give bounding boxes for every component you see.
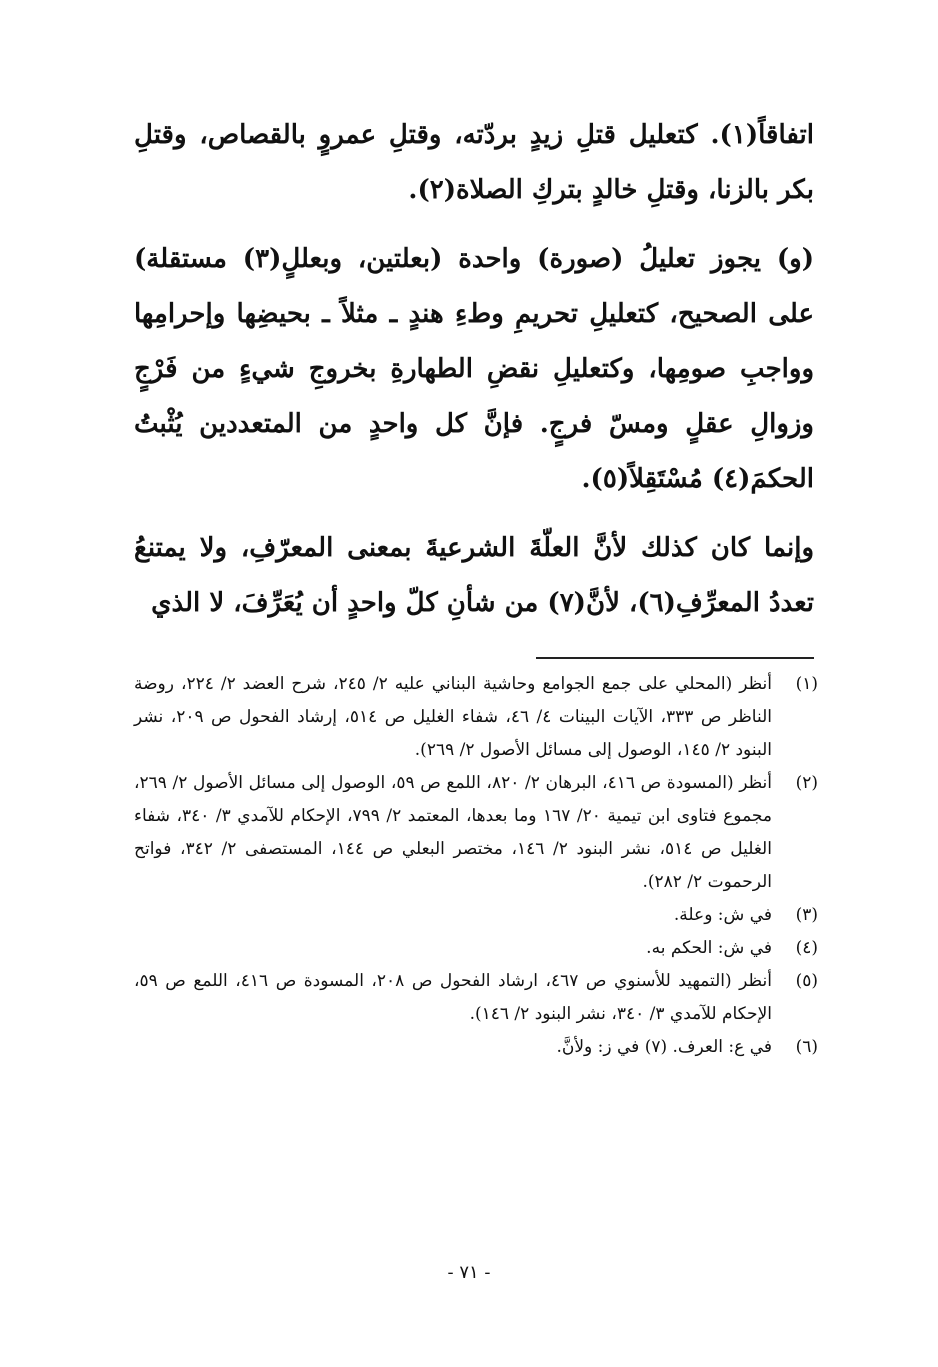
footnote-number: (٢) [795, 773, 818, 793]
footnote-number: (٥) [795, 971, 818, 991]
footnote-text: في ع: العرف. (٧) في ز: ولأنَّ. [556, 1037, 772, 1057]
footnote [134, 668, 818, 767]
paragraph: (و) يجوز تعليلُ (صورة) واحدة (بعلتين، وبعللٍ(٣) مستقلة) على الصحيح، كتعليلِ تحريمِ وطءِ هندٍ ـ مثلاً ـ بحيضِها وإحرامِها وواجبِ صومِها، وكتعليلِ نقضِ الطهارةِ بخروجِ شيءٍ من فَرْجٍ وزوالِ عقلٍ ومسّ فرجٍ. فإنَّ كل واحدٍ من المتعددين يُثْبتُ الحكمَ(٤) مُسْتَقِلاً(٥). [134, 244, 814, 494]
footnote-number: (٣) [795, 905, 818, 925]
footnote-text: أنظر (المسودة ص ٤١٦، البرهان ٢/ ٨٢٠، اللمع ص ٥٩، الوصول إلى مسائل الأصول ٢/ ٢٦٩، مجموع فتاوى ابن تيمية ٢٠/ ١٦٧ وما بعدها، المعتمد ٢/ ٧٩٩، الإحكام للآمدي ٣/ ٣٤٠، شفاء الغليل ص ٥١٤، نشر البنود ٢/ ١٤٦، مختصر البعلي ص ١٤٤، المستصفى ٢/ ٣٤٢، فواتح الرحموت ٢/ ٢٨٢). [134, 773, 772, 892]
footnote [134, 767, 818, 899]
main-text [134, 108, 814, 631]
footnotes [134, 668, 818, 1064]
paragraph: اتفاقاً(١). كتعليل قتلِ زيدٍ بردّته، وقتلِ عمروٍ بالقصاص، وقتلِ بكر بالزنا، وقتلِ خالدٍ بتركِ الصلاة(٢). [134, 120, 814, 205]
paragraph: وإنما كان كذلك لأنَّ العلّةَ الشرعيةَ بمعنى المعرّفِ، ولا يمتنعُ تعددُ المعرِّفِ(٦)، لأنَّ(٧) من شأنِ كلّ واحدٍ أن يُعَرِّفَ، لا الذي [134, 533, 814, 618]
footnote [134, 965, 818, 1031]
footnote-number: (١) [795, 674, 818, 694]
footnote-text: في ش: الحكم به. [646, 938, 772, 958]
footnote-text: أنظر (المحلي على جمع الجوامع وحاشية البناني عليه ٢/ ٢٤٥، شرح العضد ٢/ ٢٢٤، روضة الناظر ص ٣٣٣، الآيات البينات ٤/ ٤٦، شفاء الغليل ص ٥١٤، إرشاد الفحول ص ٢٠٩، نشر البنود ٢/ ١٤٥، الوصول إلى مسائل الأصول ٢/ ٢٦٩). [134, 674, 773, 760]
page-number: - ٧١ - [447, 1262, 491, 1283]
footnote-text: في ش: وعلة. [673, 905, 772, 925]
footnote-text: أنظر (التمهيد للأسنوي ص ٤٦٧، ارشاد الفحول ص ٢٠٨، المسودة ص ٤١٦، اللمع ص ٥٩، الإحكام للآمدي ٣/ ٣٤٠، نشر البنود ٢/ ١٤٦). [134, 971, 772, 1024]
footnote-separator [536, 657, 814, 659]
footnote [134, 932, 818, 965]
footnote-number: (٦) [795, 1037, 818, 1057]
footnote-number: (٤) [795, 938, 818, 958]
footnote [134, 1031, 818, 1064]
footnote [134, 899, 818, 932]
